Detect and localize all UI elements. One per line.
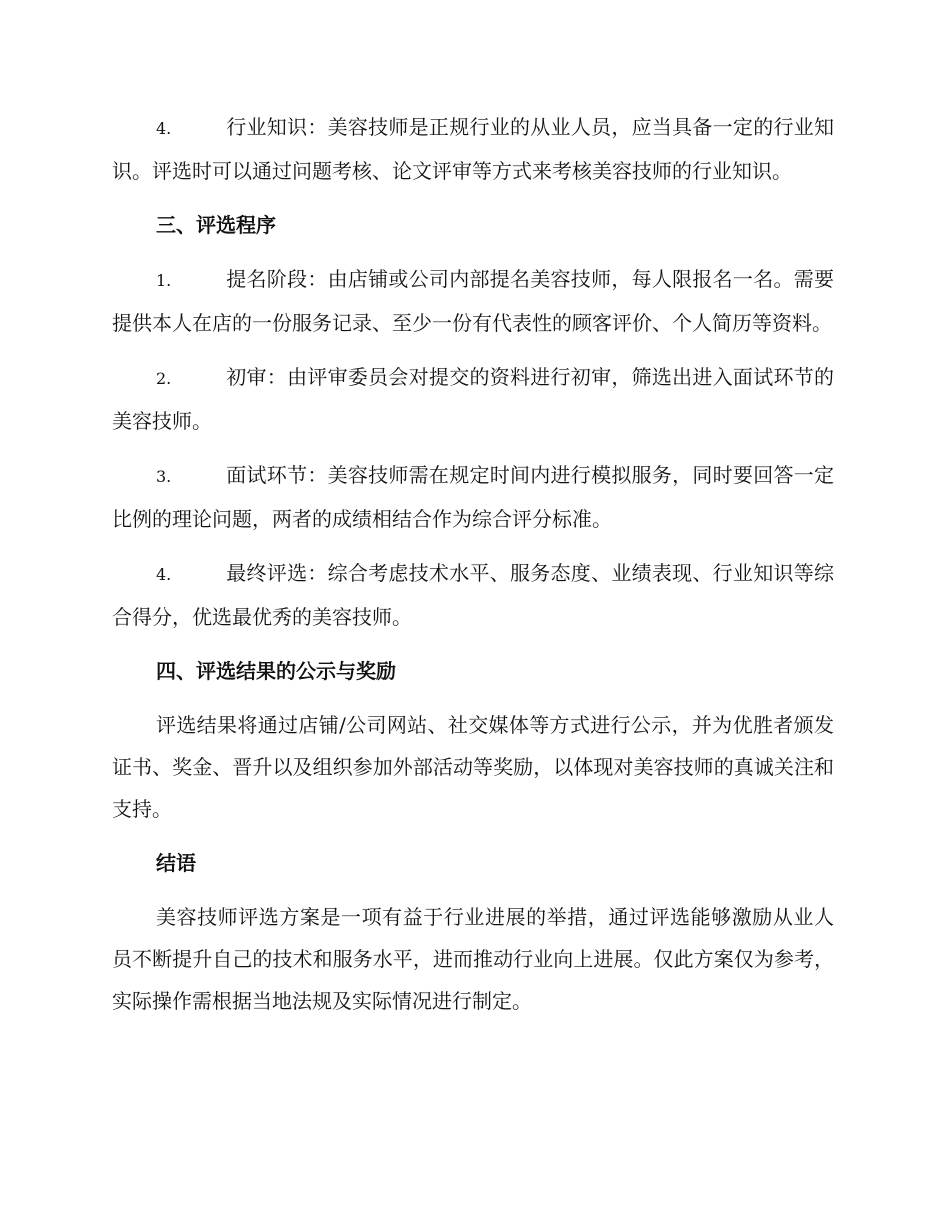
list-item-preliminary-review <box>112 356 834 442</box>
section-heading-results-and-awards: 四、评选结果的公示与奖励 <box>156 659 396 683</box>
list-item-interview <box>112 454 834 540</box>
list-item-industry-knowledge <box>112 106 834 192</box>
list-item-text: 行业知识：美容技师是正规行业的从业人员，应当具备一定的行业知识。评选时可以通过问题考核、论文评审等方式来考核美容技师的行业知识。 <box>112 115 834 183</box>
section-heading-conclusion: 结语 <box>156 851 196 875</box>
list-item-text: 最终评选：综合考虑技术水平、服务态度、业绩表现、行业知识等综合得分，优选最优秀的美容技师。 <box>112 561 834 629</box>
section-heading-selection-procedure: 三、评选程序 <box>156 213 276 237</box>
list-item-number: 4. <box>156 119 172 138</box>
list-item-text: 提名阶段：由店铺或公司内部提名美容技师，每人限报名一名。需要提供本人在店的一份服务记录、至少一份有代表性的顾客评价、个人简历等资料。 <box>112 267 834 335</box>
list-item-final-selection <box>112 552 834 638</box>
list-item-number: 4. <box>156 565 172 584</box>
paragraph-conclusion: 美容技师评选方案是一项有益于行业进展的举措，通过评选能够激励从业人员不断提升自己的技术和服务水平，进而推动行业向上进展。仅此方案仅为参考，实际操作需根据当地法规及实际情况进行制定。 <box>112 905 834 1013</box>
list-item-number: 1. <box>156 271 172 290</box>
document-body <box>112 106 834 1034</box>
list-item-number: 2. <box>156 369 172 388</box>
list-item-text: 初审：由评审委员会对提交的资料进行初审，筛选出进入面试环节的美容技师。 <box>112 365 834 433</box>
list-item-text: 面试环节：美容技师需在规定时间内进行模拟服务，同时要回答一定比例的理论问题，两者的成绩相结合作为综合评分标准。 <box>112 463 834 531</box>
list-item-number: 3. <box>156 467 172 486</box>
list-item-nomination <box>112 258 834 344</box>
paragraph-results-and-awards: 评选结果将通过店铺/公司网站、社交媒体等方式进行公示，并为优胜者颁发证书、奖金、晋升以及组织参加外部活动等奖励，以体现对美容技师的真诚关注和支持。 <box>112 713 834 821</box>
